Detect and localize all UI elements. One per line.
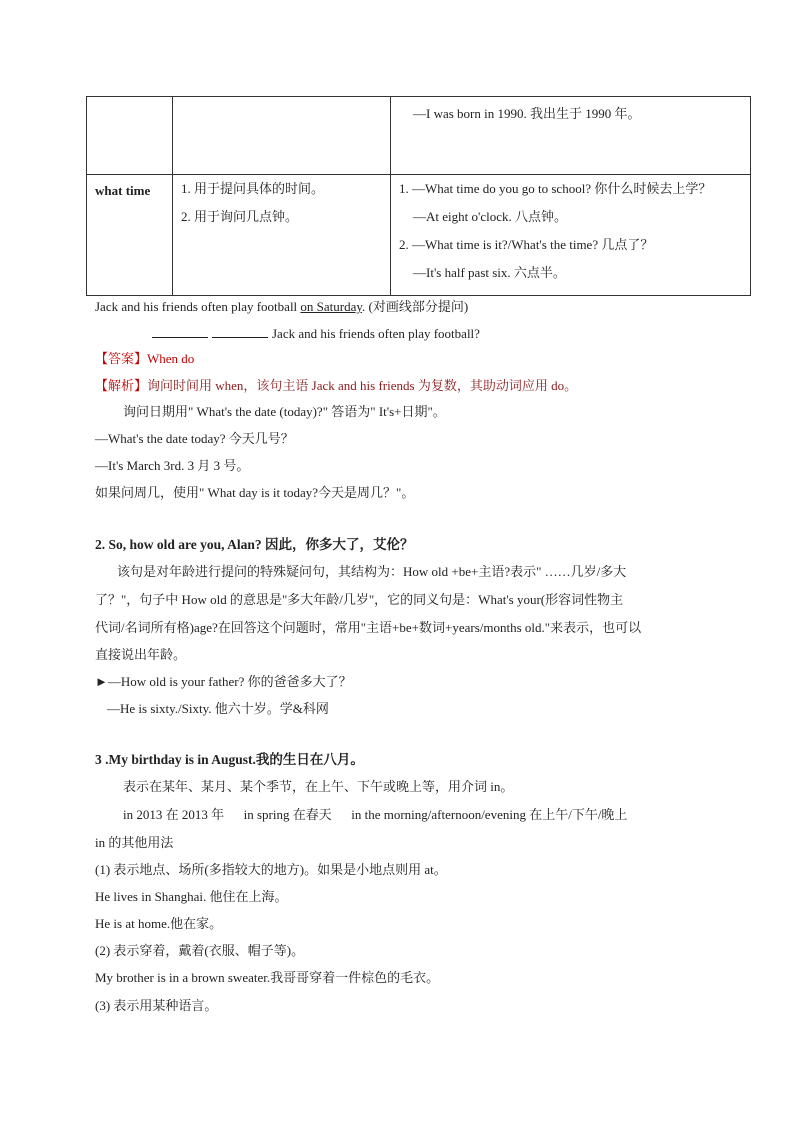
table-row — [87, 97, 751, 175]
note-line: 如果问周几，使用" What day is it today?今天是周几？"。 — [95, 485, 415, 500]
paragraph-line: 了？"，句子中 How old 的意思是"多大年龄/几岁"，它的同义句是：What's your(形容词性物主 — [95, 592, 624, 607]
table-cell — [391, 175, 751, 296]
grammar-table — [86, 96, 751, 296]
note-line: —What's the date today? 今天几号？ — [95, 431, 294, 446]
paragraph-line: 该句是对年龄进行提问的特殊疑问句，其结构为：How old +be+主语?表示" ……几岁/多大 — [117, 564, 627, 579]
note-line: —It's March 3rd. 3 月 3 号。 — [95, 458, 250, 473]
paragraph-line: (1) 表示地点、场所(多指较大的地方)。如果是小地点则用 at。 — [95, 862, 447, 877]
example-line: —He is sixty./Sixty. 他六十岁。学&科网 — [107, 701, 329, 716]
paragraph-line: (2) 表示穿着，戴着(衣服、帽子等)。 — [95, 943, 305, 958]
example-line: My brother is in a brown sweater.我哥哥穿着一件棕色的毛衣。 — [95, 970, 440, 985]
example-item: —At eight o'clock. 八点钟。 — [413, 209, 567, 224]
section-heading: 2. So, how old are you, Alan? 因此，你多大了，艾伦？ — [95, 537, 414, 552]
exercise-blanks: Jack and his friends often play football? — [152, 324, 480, 343]
exercise-sentence: Jack and his friends often play football on Saturday. (对画线部分提问) — [95, 299, 469, 314]
table-cell — [87, 175, 173, 296]
table-row — [87, 175, 751, 296]
example-item: 2. —What time is it?/What's the time? 几点了？ — [399, 237, 654, 252]
answer-line — [95, 350, 194, 368]
example-item: —It's half past six. 六点半。 — [413, 265, 566, 280]
table-cell-text: —I was born in 1990. 我出生于 1990 年。 — [413, 106, 641, 121]
paragraph-line: 代词/名词所有格)age?在回答这个问题时，常用"主语+be+数词+years/months old."来表示，也可以 — [95, 620, 642, 635]
note-line: 询问日期用" What's the date (today)?" 答语为" It's+日期"。 — [123, 404, 446, 419]
example-line: He lives in Shanghai. 他住在上海。 — [95, 889, 288, 904]
answer-blank — [152, 324, 208, 338]
usage-item: 1. 用于提问具体的时间。 — [181, 181, 325, 196]
table-cell — [391, 97, 751, 175]
underlined-phrase: on Saturday — [300, 299, 363, 314]
usage-item: 2. 用于询问几点钟。 — [181, 209, 299, 224]
answer-blank — [212, 324, 268, 338]
table-cell — [173, 97, 391, 175]
table-cell — [173, 175, 391, 296]
paragraph-line: 表示在某年、某月、某个季节，在上午、下午或晚上等，用介词 in。 — [123, 779, 514, 794]
example-line: in 2013 在 2013 年 in spring 在春天 in the morning/afternoon/evening 在上午/下午/晚上 — [123, 807, 628, 822]
answer-label: 【答案】 — [95, 351, 148, 366]
analysis-label: 【解析】 — [95, 378, 148, 393]
paragraph-line: in 的其他用法 — [95, 835, 174, 850]
paragraph-line: 直接说出年龄。 — [95, 647, 187, 662]
example-item: 1. —What time do you go to school? 你什么时候去上学？ — [399, 181, 712, 196]
example-line: He is at home.他在家。 — [95, 916, 223, 931]
question-word: what time — [95, 183, 151, 198]
answer-text: When do — [147, 351, 195, 366]
example-line: ►—How old is your father? 你的爸爸多大了？ — [95, 674, 352, 689]
paragraph-line: (3) 表示用某种语言。 — [95, 998, 218, 1013]
analysis-line — [95, 377, 577, 395]
table-cell — [87, 97, 173, 175]
analysis-text: 询问时间用 when，该句主语 Jack and his friends 为复数，其助动词应用 do。 — [147, 378, 578, 393]
section-heading: 3 .My birthday is in August.我的生日在八月。 — [95, 752, 364, 767]
